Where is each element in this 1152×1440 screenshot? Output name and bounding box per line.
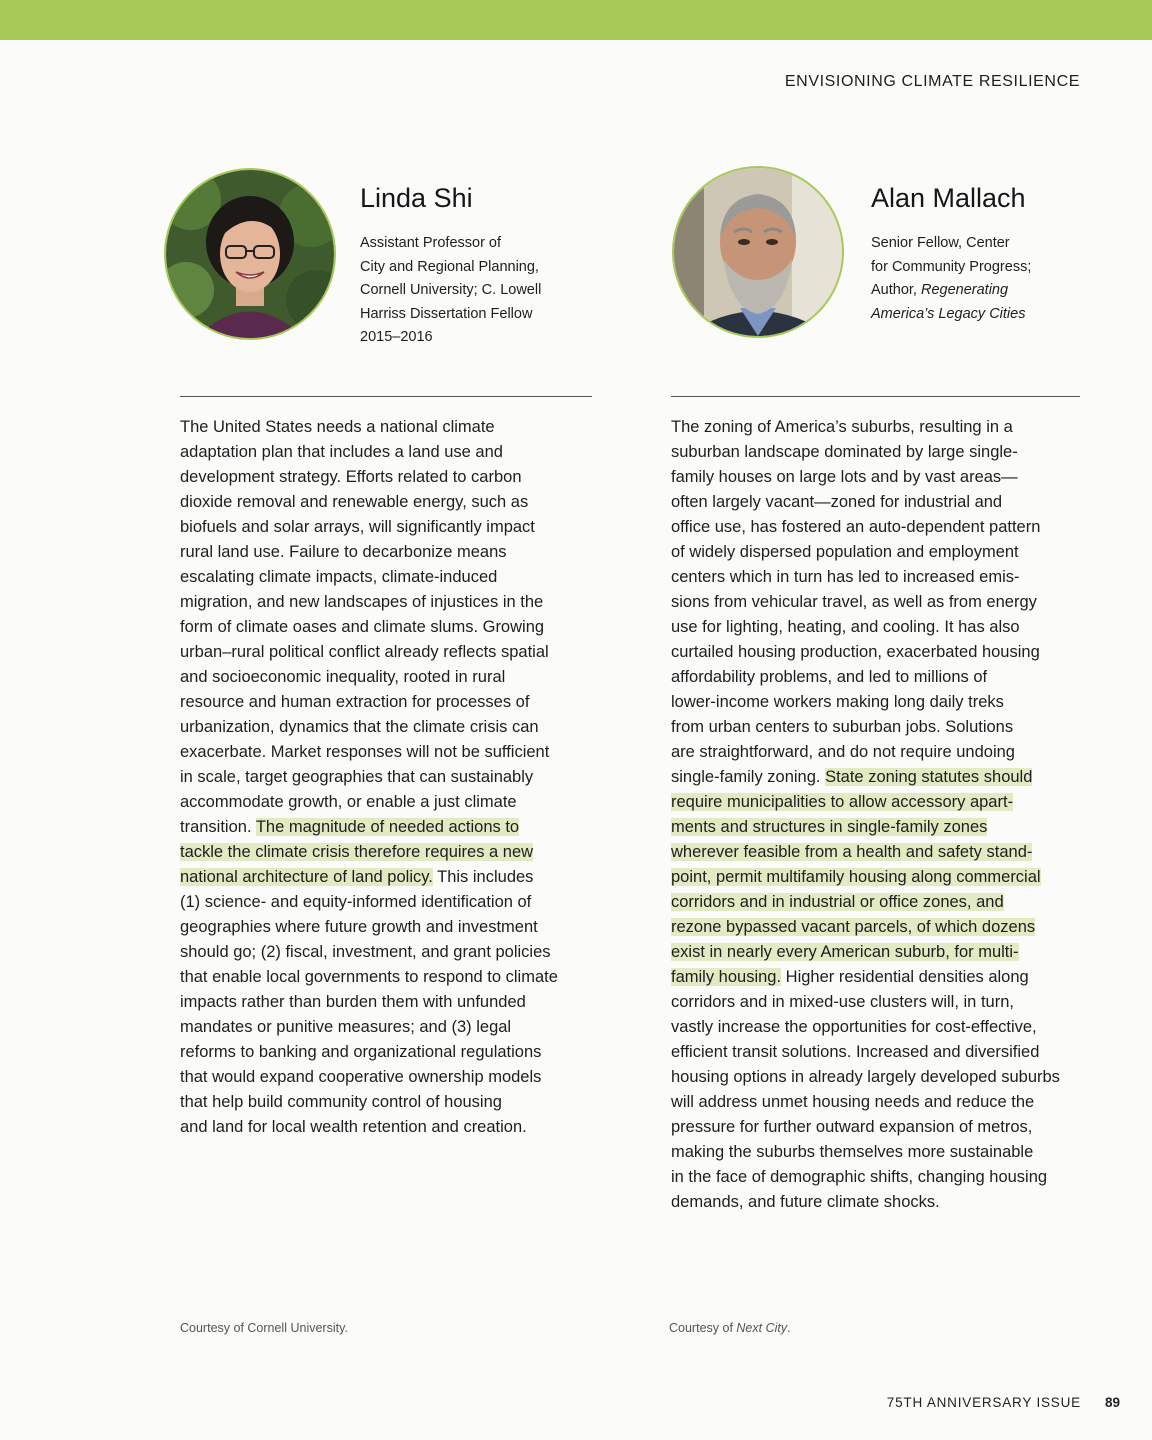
body-line: [180, 765, 600, 790]
body-line: [180, 890, 600, 915]
body-line: [180, 865, 600, 890]
credit-source: Next City: [736, 1321, 788, 1335]
body-text: mandates or punitive measures; and (3) legal: [180, 1018, 512, 1036]
body-text: in the face of demographic shifts, changing housing: [671, 1168, 1048, 1186]
body-line: [671, 965, 1091, 990]
body-line: [671, 765, 1091, 790]
body-text: adaptation plan that includes a land use and: [180, 443, 503, 461]
photo-credit: [669, 1321, 791, 1335]
body-text: in scale, target geographies that can sustainably: [180, 768, 534, 786]
highlighted-text: national architecture of land policy.: [180, 868, 433, 886]
body-line: [671, 690, 1091, 715]
body-text: Higher residential densities along: [781, 968, 1029, 986]
body-text: accommodate growth, or enable a just climate: [180, 793, 517, 811]
role-author-prefix: Author,: [871, 282, 921, 298]
body-text: The United States needs a national climate: [180, 418, 495, 436]
body-line: [671, 1190, 1091, 1215]
highlighted-text: ments and structures in single-family zones: [671, 818, 988, 836]
role-line: Assistant Professor of: [360, 235, 502, 251]
body-line: [671, 590, 1091, 615]
body-line: [180, 965, 600, 990]
body-text: geographies where future growth and investment: [180, 918, 538, 936]
body-line: [671, 1040, 1091, 1065]
credit-suffix: .: [787, 1321, 791, 1335]
body-line: [180, 615, 600, 640]
body-text: transition.: [180, 818, 256, 836]
highlighted-text: exist in nearly every American suburb, for multi-: [671, 943, 1019, 961]
credit-prefix: Courtesy of: [669, 1321, 737, 1335]
body-line: [180, 790, 600, 815]
body-text: impacts rather than burden them with unfunded: [180, 993, 526, 1011]
body-text: often largely vacant—zoned for industrial and: [671, 493, 1003, 511]
page-footer: [887, 1395, 1120, 1410]
body-line: [671, 1015, 1091, 1040]
body-line: [180, 990, 600, 1015]
divider-rule: [180, 396, 592, 397]
highlighted-text: wherever feasible from a health and safety stand-: [671, 843, 1033, 861]
alan-mallach-portrait: [672, 166, 844, 338]
book-title: Regenerating: [920, 282, 1009, 298]
divider-rule: [671, 396, 1080, 397]
body-text: pressure for further outward expansion of metros,: [671, 1118, 1033, 1136]
body-line: [671, 640, 1091, 665]
body-line: [671, 565, 1091, 590]
highlighted-text: State zoning statutes should: [825, 768, 1033, 786]
profile-name: Linda Shi: [360, 183, 473, 213]
body-line: [671, 515, 1091, 540]
body-line: [671, 1140, 1091, 1165]
body-line: [180, 540, 600, 565]
body-line: [671, 1165, 1091, 1190]
body-text: This includes: [432, 868, 534, 886]
profile-name: Alan Mallach: [871, 183, 1026, 213]
body-line: [671, 1090, 1091, 1115]
body-text: suburban landscape dominated by large single-: [671, 443, 1018, 461]
body-text: use for lighting, heating, and cooling. It has also: [671, 618, 1020, 636]
body-text: development strategy. Efforts related to carbon: [180, 468, 522, 486]
body-line: [671, 815, 1091, 840]
body-line: [671, 490, 1091, 515]
body-line: [180, 1115, 600, 1140]
body-text: demands, and future climate shocks.: [671, 1193, 940, 1211]
body-line: [180, 1040, 600, 1065]
body-text: lower-income workers making long daily treks: [671, 693, 1004, 711]
photo-credit: Courtesy of Cornell University.: [180, 1321, 348, 1335]
body-line: [671, 1115, 1091, 1140]
body-text: making the suburbs themselves more sustainable: [671, 1143, 1034, 1161]
body-text: office use, has fostered an auto-dependent pattern: [671, 518, 1041, 536]
body-text: urban–rural political conflict already reflects spatial: [180, 643, 549, 661]
role-line: 2015–2016: [360, 329, 433, 345]
body-text: dioxide removal and renewable energy, such as: [180, 493, 529, 511]
body-line: [671, 915, 1091, 940]
body-text: form of climate oases and climate slums. Growing: [180, 618, 545, 636]
body-text: centers which in turn has led to increased emis-: [671, 568, 1020, 586]
body-text: affordability problems, and led to millions of: [671, 668, 988, 686]
body-line: [180, 915, 600, 940]
body-line: [671, 440, 1091, 465]
body-line: [180, 690, 600, 715]
linda-shi-portrait: [164, 168, 336, 340]
body-line: [671, 715, 1091, 740]
role-line: [871, 303, 1031, 327]
body-line: [671, 740, 1091, 765]
profile-role: [360, 232, 541, 350]
body-line: [671, 990, 1091, 1015]
body-line: [180, 715, 600, 740]
highlighted-text: corridors and in industrial or office zones, and: [671, 893, 1004, 911]
body-line: [180, 840, 600, 865]
role-line: [871, 279, 1031, 303]
role-line: Cornell University; C. Lowell: [360, 282, 542, 298]
body-text: vastly increase the opportunities for cost-effective,: [671, 1018, 1037, 1036]
body-text: and socioeconomic inequality, rooted in rural: [180, 668, 506, 686]
body-line: [671, 665, 1091, 690]
role-line: Senior Fellow, Center: [871, 235, 1010, 251]
body-text: that help build community control of housing: [180, 1093, 502, 1111]
body-line: [180, 665, 600, 690]
body-line: [671, 1065, 1091, 1090]
body-text: reforms to banking and organizational regulations: [180, 1043, 542, 1061]
body-text: that enable local governments to respond to climate: [180, 968, 558, 986]
body-text: urbanization, dynamics that the climate crisis can: [180, 718, 539, 736]
portrait-photo-woman: [166, 170, 334, 338]
body-line: [180, 465, 600, 490]
body-text: single-family zoning.: [671, 768, 826, 786]
body-text: that would expand cooperative ownership models: [180, 1068, 542, 1086]
body-text: are straightforward, and do not require undoing: [671, 743, 1015, 761]
highlighted-text: tackle the climate crisis therefore requires a new: [180, 843, 534, 861]
body-line: [671, 790, 1091, 815]
body-line: [180, 1015, 600, 1040]
body-text: exacerbate. Market responses will not be sufficient: [180, 743, 550, 761]
highlighted-text: point, permit multifamily housing along commercial: [671, 868, 1041, 886]
body-text: of widely dispersed population and employment: [671, 543, 1019, 561]
body-text: family houses on large lots and by vast areas—: [671, 468, 1018, 486]
essay-body-right: [671, 415, 1091, 1215]
role-line: for Community Progress;: [871, 258, 1032, 275]
body-line: [671, 465, 1091, 490]
body-line: [180, 815, 600, 840]
issue-label: 75TH ANNIVERSARY ISSUE: [886, 1395, 1081, 1410]
body-text: biofuels and solar arrays, will significantly impact: [180, 518, 535, 536]
body-line: [671, 865, 1091, 890]
body-text: The zoning of America’s suburbs, resulting in a: [671, 418, 1013, 436]
page-number: 89: [1104, 1395, 1120, 1410]
portrait-photo-man: [674, 168, 842, 336]
body-text: efficient transit solutions. Increased and diversified: [671, 1043, 1040, 1061]
body-text: should go; (2) fiscal, investment, and grant policies: [180, 943, 551, 961]
body-text: from urban centers to suburban jobs. Solutions: [671, 718, 1014, 736]
body-line: [180, 590, 600, 615]
body-line: [180, 740, 600, 765]
body-text: rural land use. Failure to decarbonize means: [180, 543, 507, 561]
body-line: [671, 540, 1091, 565]
body-text: will address unmet housing needs and reduce the: [671, 1093, 1035, 1111]
body-text: migration, and new landscapes of injustices in the: [180, 593, 544, 611]
body-text: curtailed housing production, exacerbated housing: [671, 643, 1040, 661]
body-line: [180, 940, 600, 965]
body-text: sions from vehicular travel, as well as from energy: [671, 593, 1037, 611]
body-text: resource and human extraction for processes of: [180, 693, 530, 711]
top-accent-bar: [0, 0, 1152, 40]
body-text: corridors and in mixed-use clusters will, in turn,: [671, 993, 1014, 1011]
body-line: [671, 940, 1091, 965]
body-line: [671, 615, 1091, 640]
body-text: housing options in already largely developed suburbs: [671, 1068, 1060, 1086]
highlighted-text: family housing.: [671, 968, 782, 986]
body-line: [180, 565, 600, 590]
body-line: [180, 490, 600, 515]
book-title: America’s Legacy Cities: [871, 305, 1026, 322]
body-text: and land for local wealth retention and creation.: [180, 1118, 527, 1136]
highlighted-text: require municipalities to allow accessory apart-: [671, 793, 1014, 811]
body-text: (1) science- and equity-informed identification of: [180, 893, 532, 911]
body-line: [180, 1065, 600, 1090]
body-line: [671, 840, 1091, 865]
role-line: City and Regional Planning,: [360, 258, 539, 275]
essay-body-left: [180, 415, 600, 1140]
body-line: [671, 890, 1091, 915]
body-line: [180, 440, 600, 465]
body-line: [180, 515, 600, 540]
highlighted-text: The magnitude of needed actions to: [255, 818, 520, 836]
highlighted-text: rezone bypassed vacant parcels, of which dozens: [671, 918, 1036, 936]
section-title: ENVISIONING CLIMATE RESILIENCE: [784, 73, 1080, 90]
body-line: [180, 640, 600, 665]
body-text: escalating climate impacts, climate-induced: [180, 568, 498, 586]
body-line: [180, 1090, 600, 1115]
profile-role: [871, 232, 1031, 326]
body-line: [180, 415, 600, 440]
body-line: [671, 415, 1091, 440]
role-line: Harriss Dissertation Fellow: [360, 305, 533, 322]
